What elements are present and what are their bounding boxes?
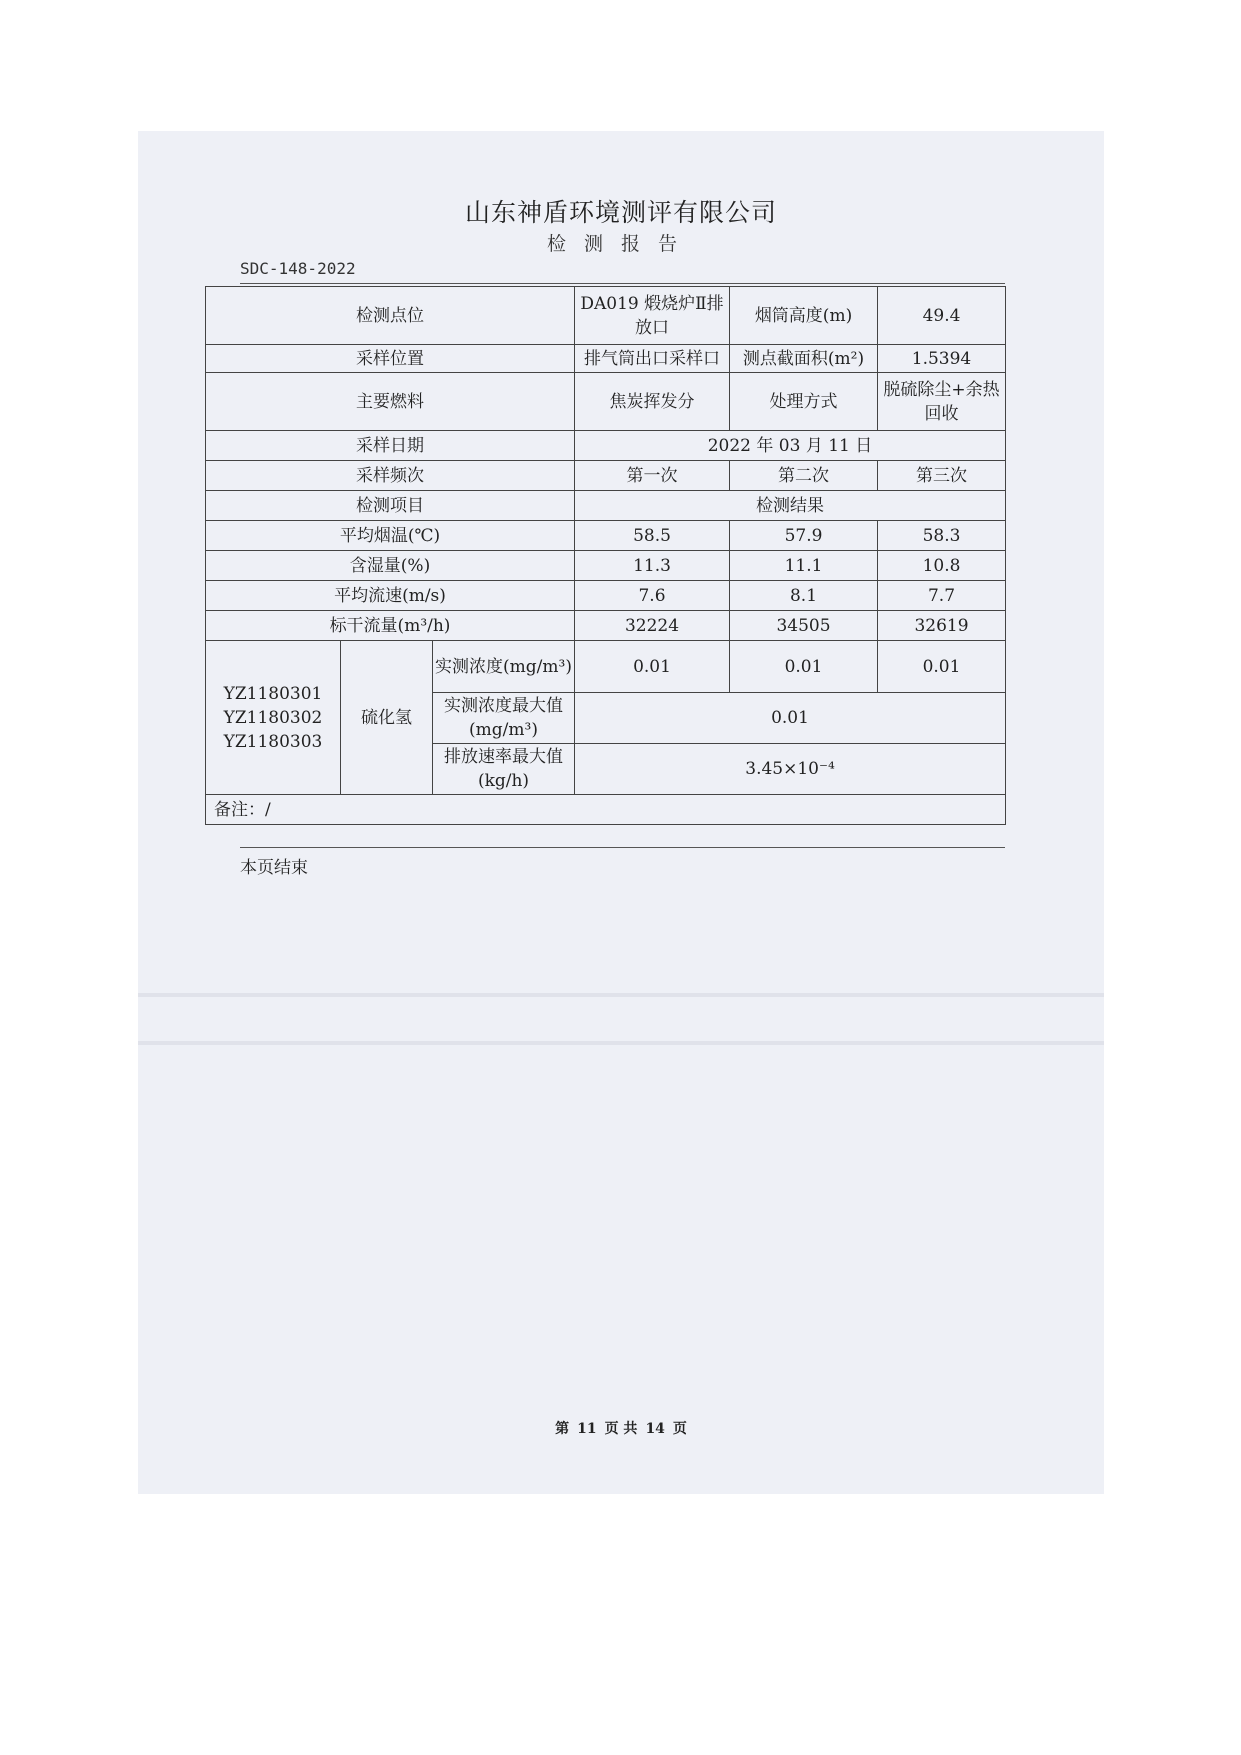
table-row [206, 581, 1006, 611]
report-table [205, 286, 1006, 825]
footer-rule [240, 847, 1005, 848]
page-number: 第 11 页 共 14 页 [555, 1421, 687, 1437]
fuel-value: 焦炭挥发分 [575, 373, 730, 431]
item-label: 检测项目 [206, 491, 575, 521]
row-value: 34505 [730, 611, 878, 641]
max-conc-label: 实测浓度最大值(mg/m³) [433, 693, 575, 744]
freq-label: 采样频次 [206, 461, 575, 491]
scan-band [138, 993, 1104, 997]
row-label: 平均流速(m/s) [206, 581, 575, 611]
row-value: 32224 [575, 611, 730, 641]
sampling-pos-label: 采样位置 [206, 345, 575, 373]
row-label: 标干流量(m³/h) [206, 611, 575, 641]
table-row [206, 641, 1006, 693]
table-row [206, 287, 1006, 345]
sample-id: YZ1180301 [223, 683, 323, 704]
current-page: 11 [577, 1421, 597, 1437]
run-2-header: 第二次 [730, 461, 878, 491]
max-rate-label: 排放速率最大值(kg/h) [433, 744, 575, 795]
sampling-pos-value: 排气筒出口采样口 [575, 345, 730, 373]
sample-id: YZ1180303 [223, 731, 323, 752]
table-row [206, 551, 1006, 581]
stack-height-label: 烟筒高度(m) [730, 287, 878, 345]
table-row [206, 373, 1006, 431]
max-rate-value: 3.45×10⁻⁴ [575, 744, 1006, 795]
result-label: 检测结果 [575, 491, 1006, 521]
report-subtitle: 检测报告 [546, 233, 695, 255]
total-pages: 14 [645, 1421, 665, 1437]
point-label: 检测点位 [206, 287, 575, 345]
date-value: 2022 年 03 月 11 日 [575, 431, 1006, 461]
run-1-header: 第一次 [575, 461, 730, 491]
table-row [206, 611, 1006, 641]
treatment-label: 处理方式 [730, 373, 878, 431]
pollutant-name: 硫化氢 [341, 641, 433, 795]
table-row [206, 461, 1006, 491]
date-label: 采样日期 [206, 431, 575, 461]
treatment-value: 脱硫除尘+余热回收 [878, 373, 1006, 431]
company-name: 山东神盾环境测评有限公司 [464, 198, 777, 227]
header-rule [240, 283, 1005, 284]
measured-value: 0.01 [878, 641, 1006, 693]
table-row [206, 521, 1006, 551]
row-value: 7.6 [575, 581, 730, 611]
row-value: 7.7 [878, 581, 1006, 611]
row-value: 11.1 [730, 551, 878, 581]
row-value: 57.9 [730, 521, 878, 551]
measured-label: 实测浓度(mg/m³) [433, 641, 575, 693]
row-value: 58.3 [878, 521, 1006, 551]
fuel-label: 主要燃料 [206, 373, 575, 431]
scanned-page [138, 131, 1104, 1494]
measured-value: 0.01 [730, 641, 878, 693]
row-label: 平均烟温(℃) [206, 521, 575, 551]
table-row [206, 491, 1006, 521]
remark: 备注：/ [206, 795, 1006, 825]
row-value: 58.5 [575, 521, 730, 551]
section-area-label: 测点截面积(m²) [730, 345, 878, 373]
end-of-page-note: 本页结束 [240, 858, 308, 878]
scan-band [138, 1041, 1104, 1045]
document-number: SDC-148-2022 [240, 259, 356, 278]
run-3-header: 第三次 [878, 461, 1006, 491]
measured-value: 0.01 [575, 641, 730, 693]
row-value: 11.3 [575, 551, 730, 581]
table-row [206, 795, 1006, 825]
section-area-value: 1.5394 [878, 345, 1006, 373]
table-row [206, 431, 1006, 461]
sample-ids-cell [206, 641, 341, 795]
row-value: 8.1 [730, 581, 878, 611]
row-label: 含湿量(%) [206, 551, 575, 581]
max-conc-value: 0.01 [575, 693, 1006, 744]
table-row [206, 345, 1006, 373]
row-value: 10.8 [878, 551, 1006, 581]
sample-id: YZ1180302 [223, 707, 323, 728]
row-value: 32619 [878, 611, 1006, 641]
point-value: DA019 煅烧炉Ⅱ排放口 [575, 287, 730, 345]
stack-height-value: 49.4 [878, 287, 1006, 345]
